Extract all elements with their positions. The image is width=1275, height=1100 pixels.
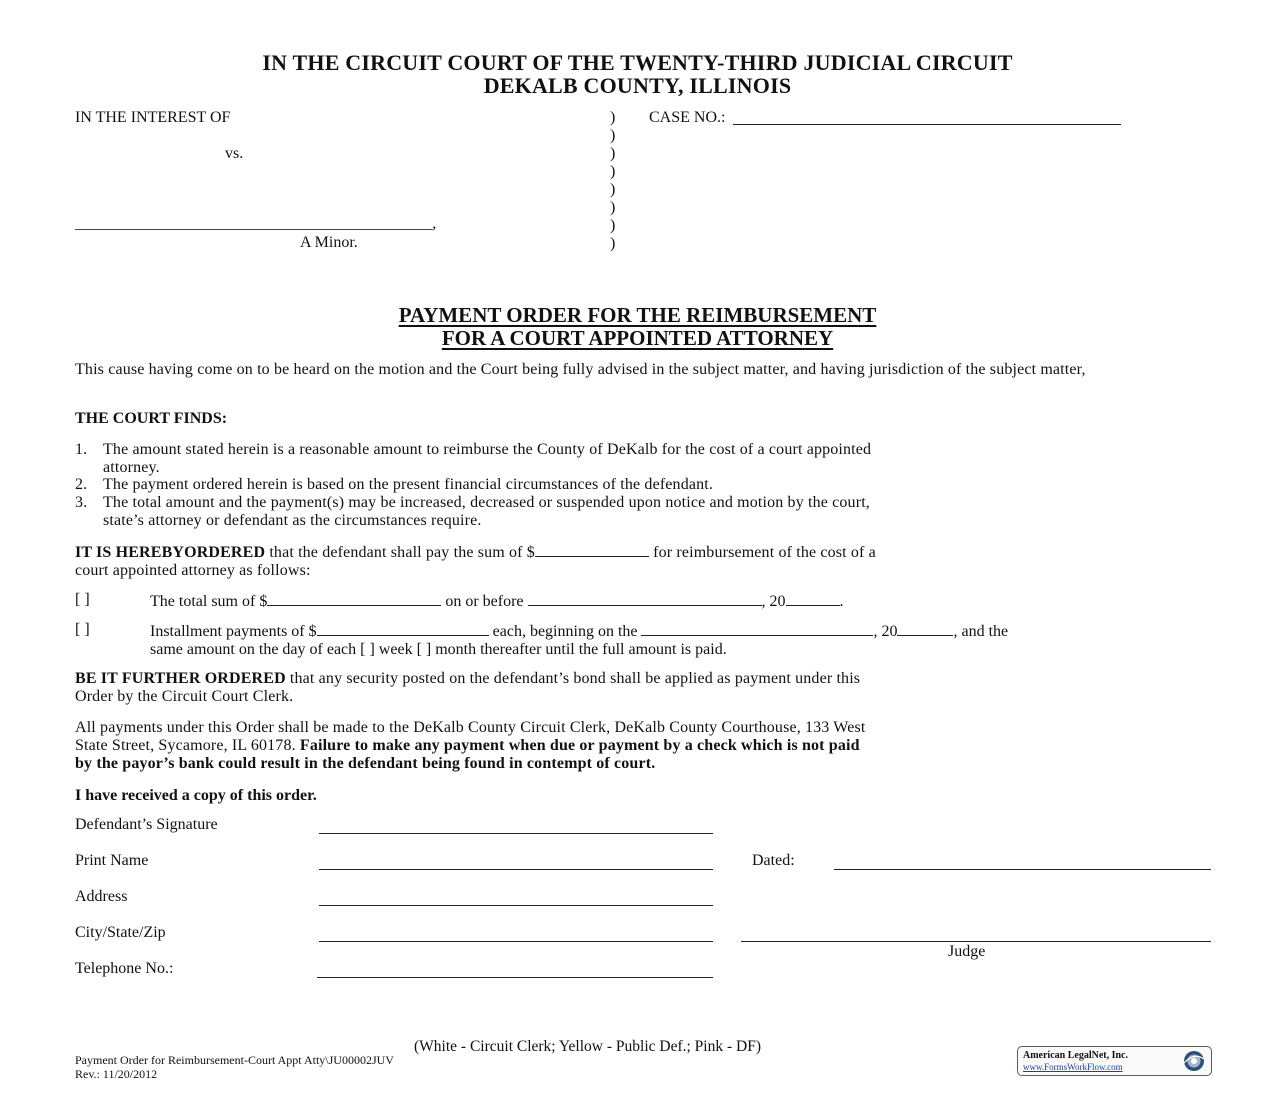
judge-signature-field[interactable] bbox=[741, 941, 1211, 942]
telephone-label: Telephone No.: bbox=[75, 960, 174, 977]
vs-label: vs. bbox=[225, 145, 244, 162]
installment-option bbox=[150, 621, 1008, 659]
payments-warning: Failure to make any payment when due or payment by a check which is not paid bbox=[299, 737, 860, 754]
installment-checkbox[interactable]: [ ] bbox=[75, 621, 90, 638]
dated-field[interactable] bbox=[834, 869, 1211, 870]
total-sum-option bbox=[150, 591, 844, 611]
print-name-field[interactable] bbox=[319, 869, 713, 870]
county-heading: DEKALB COUNTY, ILLINOIS bbox=[483, 73, 792, 98]
received-copy-text: I have received a copy of this order. bbox=[75, 787, 317, 804]
finding-item bbox=[75, 494, 1200, 530]
finding-item bbox=[75, 441, 1200, 477]
minor-name-line[interactable]: _______________________________________________, bbox=[75, 215, 436, 232]
installment-text: Installment payments of $ bbox=[150, 623, 317, 640]
defendant-signature-field[interactable] bbox=[319, 833, 713, 834]
ordered-paragraph bbox=[75, 542, 1200, 580]
total-sum-checkbox[interactable]: [ ] bbox=[75, 591, 90, 608]
court-heading: IN THE CIRCUIT COURT OF THE TWENTY-THIRD JUDICIAL CIRCUIT bbox=[262, 50, 1013, 75]
ordered-heading: IT IS HEREBYORDERED bbox=[75, 544, 266, 561]
installment-year-field[interactable] bbox=[897, 621, 953, 636]
form-title-line2: FOR A COURT APPOINTED ATTORNEY bbox=[441, 326, 834, 350]
telephone-field[interactable] bbox=[317, 977, 713, 978]
ordered-text-2: for reimbursement of the cost of a bbox=[648, 544, 876, 561]
caption-paren: ) bbox=[610, 109, 616, 126]
total-sum-year-prefix: , 20 bbox=[761, 593, 786, 610]
payments-text: All payments under this Order shall be made to the DeKalb County Circuit Clerk, DeKalb County Courthouse, 133 West bbox=[75, 719, 866, 736]
finding-number: 2. bbox=[75, 476, 88, 493]
total-sum-year-field[interactable] bbox=[786, 591, 840, 606]
finding-number: 1. bbox=[75, 441, 88, 458]
globe-icon bbox=[1181, 1049, 1207, 1073]
installment-date-field[interactable] bbox=[641, 621, 873, 636]
caption-paren: ) bbox=[610, 217, 616, 234]
ordered-text-3: court appointed attorney as follows: bbox=[75, 562, 311, 579]
dated-label: Dated: bbox=[752, 852, 795, 869]
vendor-url-link[interactable]: www.FormsWorkFlow.com bbox=[1023, 1062, 1123, 1072]
form-id: Payment Order for Reimbursement-Court Appt Atty\JU00002JUV bbox=[75, 1053, 394, 1067]
ordered-text: that the defendant shall pay the sum of $ bbox=[265, 544, 535, 561]
finding-text-cont: state’s attorney or defendant as the circumstances require. bbox=[103, 512, 482, 529]
caption-paren: ) bbox=[610, 145, 616, 162]
further-ordered-heading: BE IT FURTHER ORDERED bbox=[75, 670, 286, 687]
further-ordered-text: that any security posted on the defendant’s bond shall be applied as payment under this bbox=[285, 670, 861, 687]
case-no-label: CASE NO.: bbox=[649, 109, 726, 126]
intro-paragraph: This cause having come on to be heard on the motion and the Court being fully advised in the subject matter, and having jurisdiction of the subject matter, bbox=[75, 361, 1086, 378]
total-sum-period: . bbox=[839, 593, 844, 610]
finding-text: The total amount and the payment(s) may be increased, decreased or suspended upon notice and motion by the court, bbox=[103, 494, 870, 511]
a-minor-label: A Minor. bbox=[300, 234, 358, 251]
vendor-logo-box bbox=[1017, 1046, 1212, 1076]
form-title-line1: PAYMENT ORDER FOR THE REIMBURSEMENT bbox=[398, 303, 877, 327]
total-sum-field[interactable] bbox=[267, 591, 441, 606]
caption-paren: ) bbox=[610, 127, 616, 144]
address-label: Address bbox=[75, 888, 128, 905]
further-ordered-text-2: Order by the Circuit Court Clerk. bbox=[75, 688, 294, 705]
installment-text-2: each, beginning on the bbox=[488, 623, 642, 640]
caption-paren: ) bbox=[610, 199, 616, 216]
payments-warning-2: by the payor’s bank could result in the defendant being found in contempt of court. bbox=[75, 755, 656, 772]
distribution-note: (White - Circuit Clerk; Yellow - Public Def.; Pink - DF) bbox=[414, 1038, 761, 1055]
installment-frequency-text: same amount on the day of each [ ] week [ ] month thereafter until the full amount is paid. bbox=[150, 641, 727, 658]
caption-paren: ) bbox=[610, 181, 616, 198]
payments-paragraph bbox=[75, 719, 1200, 773]
finding-text-cont: attorney. bbox=[103, 459, 160, 476]
total-sum-text: The total sum of $ bbox=[150, 593, 268, 610]
total-sum-date-field[interactable] bbox=[528, 591, 762, 606]
installment-amount-field[interactable] bbox=[317, 621, 489, 636]
caption-paren: ) bbox=[610, 163, 616, 180]
payments-address-text: State Street, Sycamore, IL 60178. bbox=[75, 737, 300, 754]
judge-label: Judge bbox=[948, 943, 986, 960]
city-state-zip-field[interactable] bbox=[319, 941, 713, 942]
print-name-label: Print Name bbox=[75, 852, 149, 869]
address-field[interactable] bbox=[319, 905, 713, 906]
finding-text: The amount stated herein is a reasonable amount to reimburse the County of DeKalb for the cost of a court appointed bbox=[103, 441, 872, 458]
sum-amount-field[interactable] bbox=[535, 542, 649, 557]
revision-date: Rev.: 11/20/2012 bbox=[75, 1067, 158, 1081]
vendor-name: American LegalNet, Inc. bbox=[1023, 1050, 1128, 1061]
interest-of-label: IN THE INTEREST OF bbox=[75, 109, 231, 126]
defendant-signature-label: Defendant’s Signature bbox=[75, 816, 218, 833]
case-no-field[interactable] bbox=[733, 124, 1121, 125]
installment-year-prefix: , 20 bbox=[873, 623, 898, 640]
court-finds-heading: THE COURT FINDS: bbox=[75, 410, 228, 427]
finding-number: 3. bbox=[75, 494, 88, 511]
city-state-zip-label: City/State/Zip bbox=[75, 924, 166, 941]
finding-text: The payment ordered herein is based on the present financial circumstances of the defendant. bbox=[103, 476, 714, 493]
installment-text-3: , and the bbox=[953, 623, 1009, 640]
total-sum-text-2: on or before bbox=[441, 593, 528, 610]
caption-paren: ) bbox=[610, 235, 616, 252]
finding-item bbox=[75, 476, 1200, 494]
further-ordered-paragraph bbox=[75, 670, 1200, 706]
